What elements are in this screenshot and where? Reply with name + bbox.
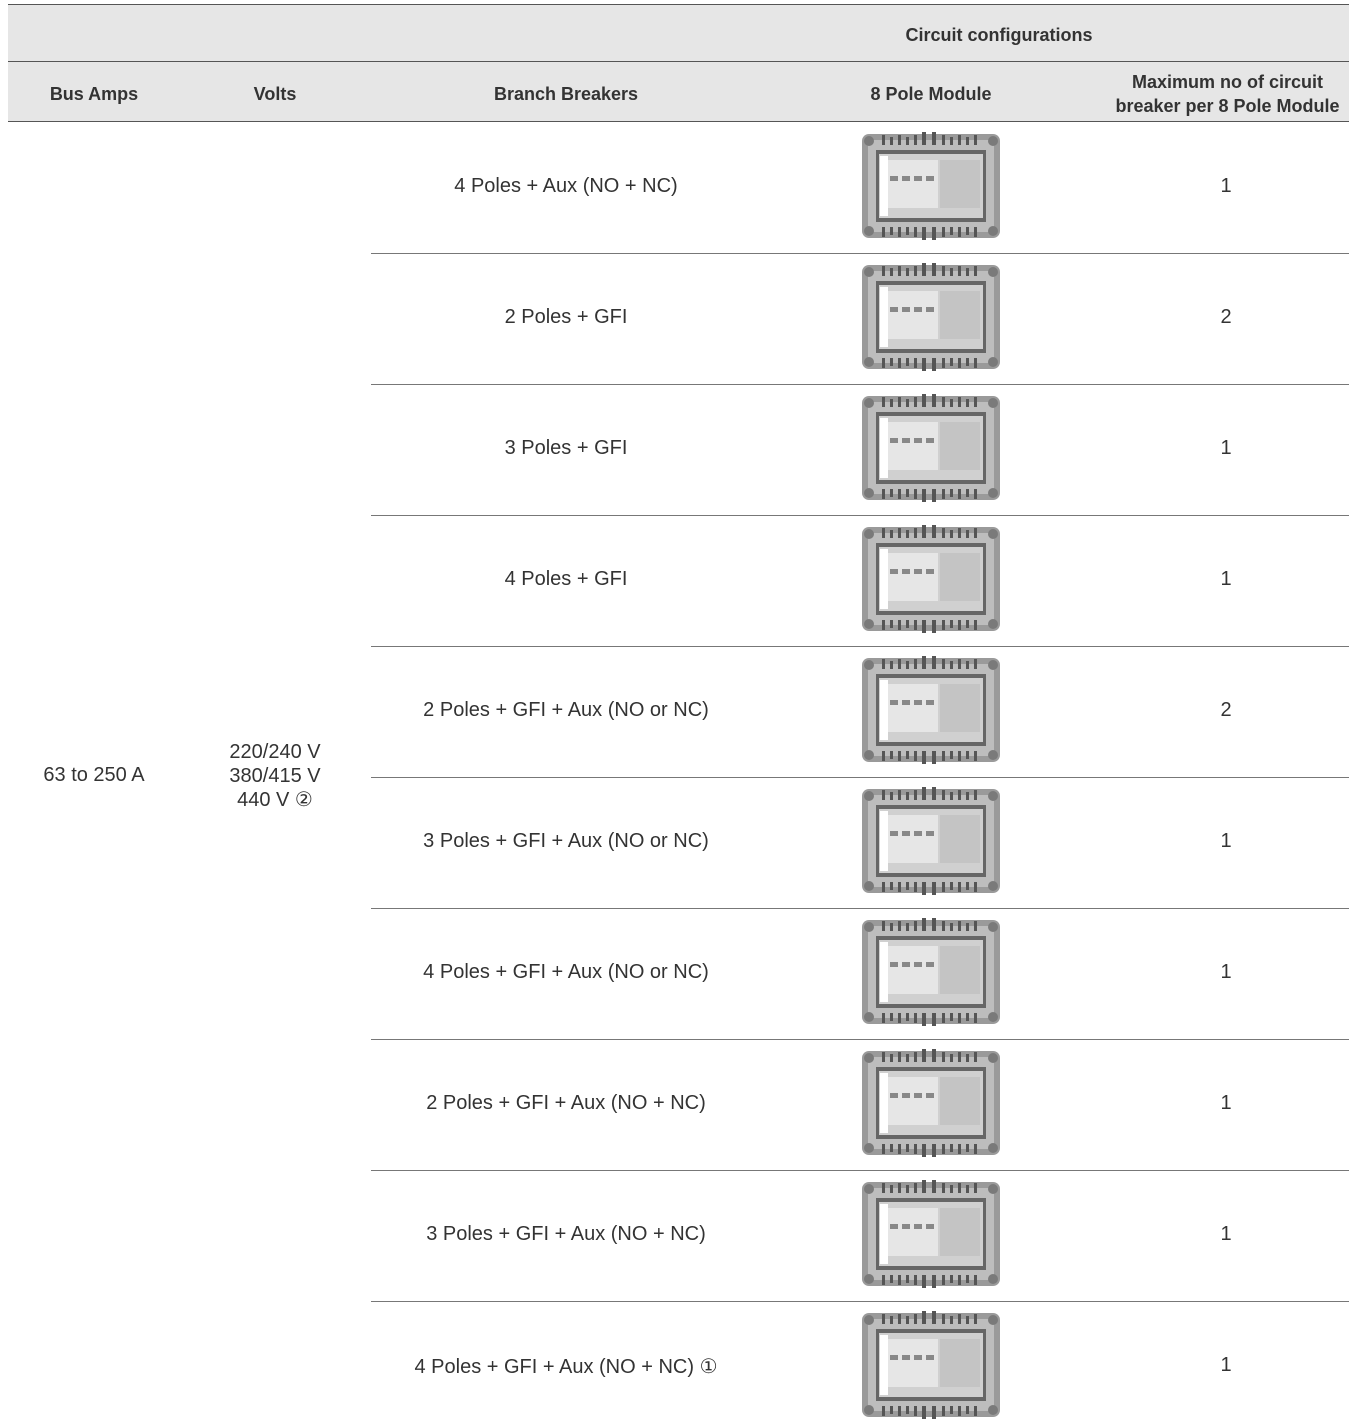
header-8-pole-module: 8 Pole Module	[870, 84, 992, 104]
max-breaker-count: 1	[1220, 175, 1232, 197]
pole-module-image	[860, 1049, 1002, 1157]
pole-module-image	[860, 1180, 1002, 1288]
max-breaker-count: 1	[1220, 1354, 1232, 1376]
volts-value	[190, 740, 360, 812]
volts-line-3: 440 V ②	[237, 789, 313, 811]
pole-module-image	[860, 132, 1002, 240]
volts-line-1: 220/240 V	[229, 741, 321, 763]
header-bottom-border	[8, 121, 1349, 122]
pole-module-image	[860, 263, 1002, 371]
row-divider	[371, 1039, 1349, 1040]
header-volts: Volts	[253, 84, 297, 104]
branch-breaker-label: 2 Poles + GFI + Aux (NO + NC)	[426, 1092, 706, 1114]
volts-line-2: 380/415 V	[229, 765, 321, 787]
header-maximum-line2: breaker per 8 Pole Module	[1115, 96, 1340, 116]
bus-amps-value: 63 to 250 A	[43, 764, 145, 786]
max-breaker-count: 1	[1220, 568, 1232, 590]
pole-module-image	[860, 1311, 1002, 1419]
header-circuit-configurations: Circuit configurations	[905, 25, 1093, 45]
row-divider	[371, 646, 1349, 647]
header-group-band	[8, 5, 1349, 61]
max-breaker-count: 1	[1220, 1223, 1232, 1245]
branch-breaker-label: 4 Poles + GFI	[504, 568, 628, 590]
max-breaker-count: 1	[1220, 437, 1232, 459]
max-breaker-count: 2	[1220, 306, 1232, 328]
row-divider	[371, 777, 1349, 778]
branch-breaker-label: 3 Poles + GFI + Aux (NO or NC)	[423, 830, 709, 852]
header-maximum-breakers	[1106, 70, 1349, 118]
row-divider	[371, 515, 1349, 516]
pole-module-image	[860, 394, 1002, 502]
pole-module-image	[860, 656, 1002, 764]
branch-breaker-label: 2 Poles + GFI	[504, 306, 628, 328]
max-breaker-count: 1	[1220, 830, 1232, 852]
row-divider	[371, 1301, 1349, 1302]
header-maximum-line1: Maximum no of circuit	[1131, 72, 1324, 92]
row-divider	[371, 384, 1349, 385]
branch-breaker-label: 2 Poles + GFI + Aux (NO or NC)	[423, 699, 709, 721]
branch-breaker-label: 3 Poles + GFI	[504, 437, 628, 459]
header-branch-breakers: Branch Breakers	[493, 84, 639, 104]
branch-breaker-label: 4 Poles + Aux (NO + NC)	[454, 175, 678, 197]
header-bus-amps: Bus Amps	[49, 84, 139, 104]
pole-module-image	[860, 525, 1002, 633]
row-divider	[371, 1170, 1349, 1171]
max-breaker-count: 1	[1220, 961, 1232, 983]
branch-breaker-label: 3 Poles + GFI + Aux (NO + NC)	[426, 1223, 706, 1245]
branch-breaker-label: 4 Poles + GFI + Aux (NO or NC)	[423, 961, 709, 983]
pole-module-image	[860, 918, 1002, 1026]
max-breaker-count: 1	[1220, 1092, 1232, 1114]
max-breaker-count: 2	[1220, 699, 1232, 721]
branch-breaker-label: 4 Poles + GFI + Aux (NO + NC) ①	[414, 1356, 718, 1378]
row-divider	[371, 253, 1349, 254]
row-divider	[371, 908, 1349, 909]
pole-module-image	[860, 787, 1002, 895]
